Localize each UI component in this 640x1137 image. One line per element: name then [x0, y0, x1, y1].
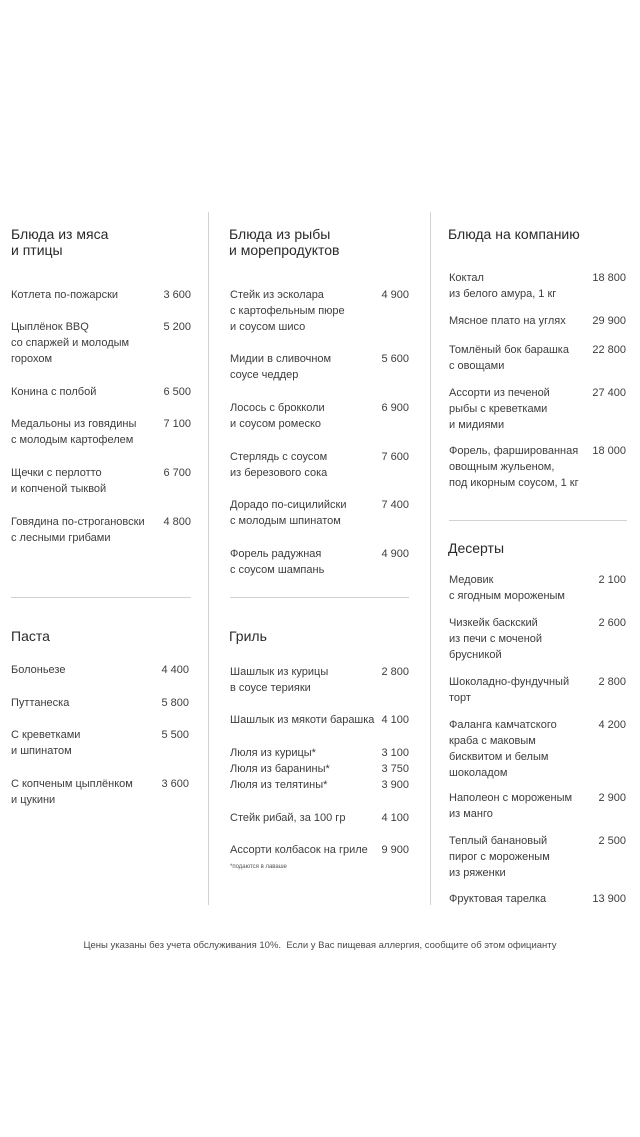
- menu-item-name: Шашлык из мякоти барашка: [230, 714, 375, 726]
- menu-item-price: 3 600: [161, 778, 189, 790]
- menu-item-price: 4 100: [381, 812, 409, 824]
- menu-item-name: С креветками и шпинатом: [11, 729, 81, 757]
- menu-item-name: Фаланга камчатского краба с маковым бисквитом и белым шоколадом: [449, 719, 557, 779]
- menu-item-price: 7 400: [381, 499, 409, 511]
- menu-item-price: 5 600: [381, 353, 409, 365]
- menu-item-price: 18 000: [592, 445, 626, 457]
- menu-item-name: Шоколадно-фундучный торт: [449, 676, 570, 704]
- menu-item-name: Котлета по-пожарски: [11, 289, 119, 301]
- section-divider-col3: [449, 520, 627, 521]
- section-title-meat: Блюда из мяса и птицы: [11, 226, 109, 258]
- menu-item-name: Чизкейк баскский из печи с моченой брусникой: [449, 617, 543, 661]
- section-title-company: Блюда на компанию: [448, 226, 580, 242]
- menu-item-name: Дорадо по-сицилийски с молодым шпинатом: [230, 499, 347, 527]
- menu-item-price: 7 600: [381, 451, 409, 463]
- section-title-fish: Блюда из рыбы и морепродуктов: [229, 226, 340, 258]
- menu-item-price: 13 900: [592, 893, 626, 905]
- menu-item-name: Форель, фаршированная овощным жульеном, под икорным соусом, 1 кг: [449, 445, 579, 489]
- section-title-pasta: Паста: [11, 628, 50, 644]
- menu-item-price: 27 400: [592, 387, 626, 399]
- menu-item-price: 2 800: [381, 666, 409, 678]
- menu-item-name: С копченым цыплёнком и цукини: [11, 778, 133, 806]
- menu-item-name: Мидии в сливочном соусе чеддер: [230, 353, 332, 381]
- menu-item-name: Люля из телятины*: [230, 779, 328, 791]
- section-divider-col1: [11, 597, 191, 598]
- menu-item-price: 4 100: [381, 714, 409, 726]
- menu-item-price: 18 800: [592, 272, 626, 284]
- menu-item-price: 4 900: [381, 548, 409, 560]
- menu-item-name: Цыплёнок BBQ со спаржей и молодым горохом: [11, 321, 130, 365]
- menu-item-name: Коктал из белого амура, 1 кг: [449, 272, 557, 300]
- menu-item-price: 7 100: [163, 418, 191, 430]
- menu-item-name: Лосось с брокколи и соусом ромеско: [230, 402, 325, 430]
- section-divider-col2: [230, 597, 409, 598]
- section-title-desserts: Десерты: [448, 540, 505, 556]
- menu-item-name: Ассорти из печеной рыбы с креветками и мидиями: [449, 387, 550, 431]
- menu-item-price: 3 900: [381, 779, 409, 791]
- column-divider-2: [430, 212, 431, 905]
- menu-item-price: 6 700: [163, 467, 191, 479]
- menu-item-name: Медальоны из говядины с молодым картофелем: [11, 418, 137, 446]
- menu-item-price: 9 900: [381, 844, 409, 856]
- menu-item-name: Болоньезе: [11, 664, 66, 676]
- menu-item-name: Щечки с перлотто и копченой тыквой: [11, 467, 107, 495]
- menu-item-price: 4 200: [598, 719, 626, 731]
- menu-item-price: 3 600: [163, 289, 191, 301]
- menu-item-name: Конина с полбой: [11, 386, 97, 398]
- menu-item-name: Теплый банановый пирог с мороженым из ряженки: [449, 835, 550, 879]
- menu-item-name: Стейк из эсколара с картофельным пюре и соусом шисо: [230, 289, 345, 333]
- menu-item-price: 2 500: [598, 835, 626, 847]
- menu-item-name: Шашлык из курицы в соусе терияки: [230, 666, 329, 694]
- menu-item-price: 2 900: [598, 792, 626, 804]
- menu-item-name: Томлёный бок барашка с овощами: [449, 344, 569, 372]
- menu-item-price: 6 500: [163, 386, 191, 398]
- menu-item-price: 22 800: [592, 344, 626, 356]
- section-title-grill: Гриль: [229, 628, 267, 644]
- menu-item-price: 5 500: [161, 729, 189, 741]
- menu-item-name: Ассорти колбасок на гриле: [230, 844, 368, 856]
- menu-item-name: Фруктовая тарелка: [449, 893, 547, 905]
- menu-item-name: Форель радужная с соусом шампань: [230, 548, 325, 576]
- menu-item-name: Люля из баранины*: [230, 763, 330, 775]
- menu-item-price: 6 900: [381, 402, 409, 414]
- menu-item-name: Люля из курицы*: [230, 747, 316, 759]
- menu-item-price: 4 400: [161, 664, 189, 676]
- menu-item-name: Говядина по-строгановски с лесными грибами: [11, 516, 145, 544]
- menu-item-price: 2 800: [598, 676, 626, 688]
- menu-item-price: 4 900: [381, 289, 409, 301]
- menu-item-name: Медовик с ягодным мороженым: [449, 574, 565, 602]
- menu-item-price: 29 900: [592, 315, 626, 327]
- menu-item-price: 3 100: [381, 747, 409, 759]
- grill-footnote: *подаются в лаваше: [230, 864, 287, 870]
- menu-item-price: 2 100: [598, 574, 626, 586]
- menu-item-price: 4 800: [163, 516, 191, 528]
- menu-item-price: 3 750: [381, 763, 409, 775]
- menu-item-price: 5 800: [161, 697, 189, 709]
- menu-item-price: 5 200: [163, 321, 191, 333]
- menu-item-price: 2 600: [598, 617, 626, 629]
- menu-item-name: Стейк рибай, за 100 гр: [230, 812, 346, 824]
- column-divider-1: [208, 212, 209, 905]
- menu-item-name: Путтанеска: [11, 697, 70, 709]
- footer-note: Цены указаны без учета обслуживания 10%. Если у Вас пищевая аллергия, сообщите об этом официанту: [83, 940, 557, 951]
- menu-item-name: Стерлядь с соусом из березового сока: [230, 451, 328, 479]
- menu-item-name: Мясное плато на углях: [449, 315, 566, 327]
- menu-item-name: Наполеон с мороженым из манго: [449, 792, 573, 820]
